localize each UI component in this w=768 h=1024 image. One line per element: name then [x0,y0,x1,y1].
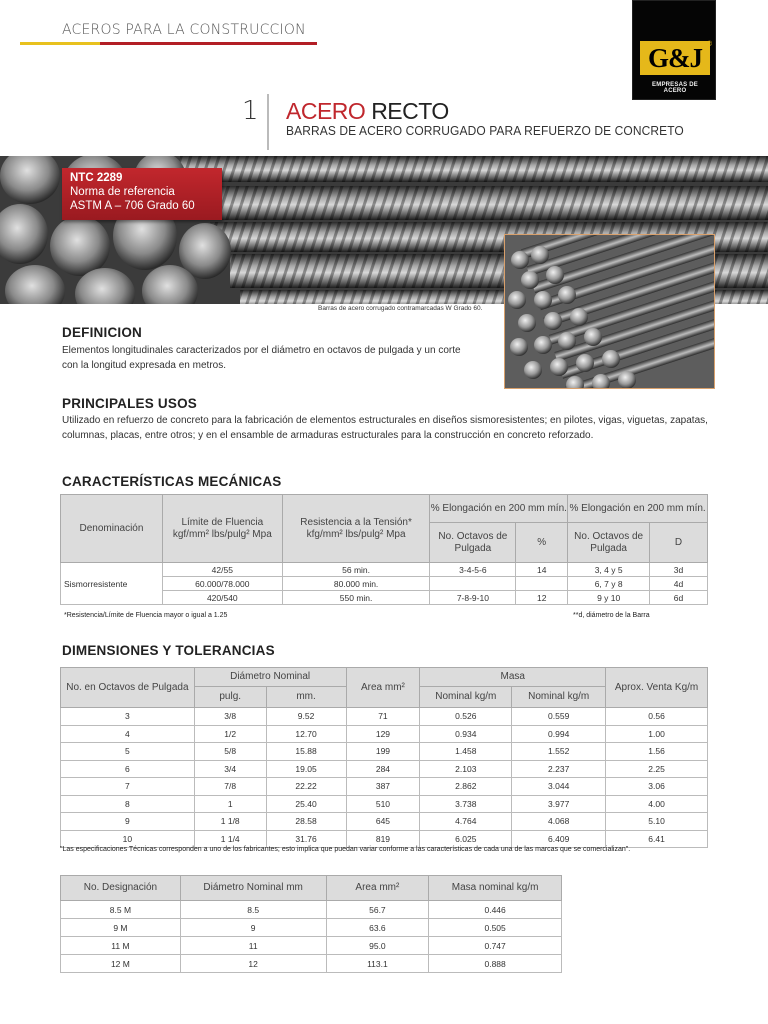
table-cell: 1.458 [420,743,512,761]
definicion-heading: DEFINICION [62,325,143,340]
denominacion-cell: Sismorresistente [61,563,163,605]
category-header [20,22,317,45]
usos-heading: PRINCIPALES USOS [62,396,197,411]
table-cell: 4.068 [512,813,606,831]
badge-standard: NTC 2289 [70,172,123,184]
table-cell: 9.52 [266,708,346,726]
usos-text: Utilizado en refuerzo de concreto para la fabricación de elementos estructurales en diseños sismoresistentes; en pilotes, vigas, viguetas, zapatas, columnas, placas, entre otros; y en el ensamble de armaduras estructurales para la construcción en concreto reforzado. [62,415,708,441]
page-title [286,98,449,125]
table-cell: 3.044 [512,778,606,796]
col-denominacion: Denominación [61,495,163,563]
table-cell: 11 [180,937,326,955]
table-cell: 4.764 [420,813,512,831]
table-cell: 4 [61,725,195,743]
table-cell: 0.56 [606,708,708,726]
table-cell: 3/4 [194,760,266,778]
table-cell: 14 [516,563,568,577]
standard-badge [62,168,222,220]
table-row [61,725,708,743]
table-row [61,813,708,831]
table-cell: 5 [61,743,195,761]
dimensiones-footnote: "Las especificaciones Técnicas corresponden a uno de los fabricantes; esto implica que puedan variar conforme a las características de cada una de las marcas que se comercializan". [60,846,631,853]
table-cell: 2.237 [512,760,606,778]
designation-table [60,875,562,973]
table-cell: 9 y 10 [568,591,650,605]
chapter-number: 1 [242,96,259,126]
table-cell: 12 [180,955,326,973]
table-cell: 11 M [61,937,181,955]
table-cell: 1.00 [606,725,708,743]
table-cell: 9 [180,919,326,937]
table-row [61,743,708,761]
col-percent: % [516,523,568,563]
table-cell: 3d [650,563,708,577]
col-d: D [650,523,708,563]
brand-logo [632,0,716,100]
col-elongacion-1: % Elongación en 200 mm mín. [430,495,568,523]
table-cell: 42/55 [162,563,282,577]
table-row [61,778,708,796]
table-cell: 2.862 [420,778,512,796]
logo-tagline: EMPRESAS DE ACERO [652,82,698,94]
designation-col-header: Area mm² [326,876,429,901]
designation-col-header: Masa nominal kg/m [429,876,562,901]
table-row [61,563,708,577]
table-cell: 420/540 [162,591,282,605]
table-cell: 3/8 [194,708,266,726]
col-venta: Aprox. Venta Kg/m [606,668,708,708]
photo-caption: Barras de acero corrugado contramarcadas W Grado 60. [318,305,483,312]
table-row [61,760,708,778]
registered-mark: ® [706,41,712,48]
table-cell: 0.559 [512,708,606,726]
col-masa: Masa [420,668,606,687]
table-cell: 0.505 [429,919,562,937]
table-cell: 12 M [61,955,181,973]
page-subtitle: BARRAS DE ACERO CORRUGADO PARA REFUERZO DE CONCRETO [286,124,684,138]
table-cell: 60.000/78.000 [162,577,282,591]
table-cell: 1 1/8 [194,813,266,831]
logo-mark: G&J [640,41,710,75]
table-cell: 71 [346,708,420,726]
table-cell: 1/2 [194,725,266,743]
table-cell: 0.526 [420,708,512,726]
table-cell: 3.977 [512,795,606,813]
footnote-resistencia: *Resistencia/Límite de Fluencia mayor o igual a 1.25 [64,612,228,619]
table-cell: 1.552 [512,743,606,761]
table-cell [430,577,516,591]
table-cell: 8.5 M [61,901,181,919]
col-octavos-1: No. Octavos de Pulgada [430,523,516,563]
table-cell: 15.88 [266,743,346,761]
table-cell: 0.747 [429,937,562,955]
table-cell: 3.06 [606,778,708,796]
dimensions-table [60,667,708,848]
mechanical-properties-table [60,494,708,605]
table-cell: 6.025 [420,830,512,848]
table-cell: 7-8-9-10 [430,591,516,605]
table-row [61,955,562,973]
table-cell: 80.000 min. [282,577,430,591]
table-cell [516,577,568,591]
category-label: ACEROS PARA LA CONSTRUCCION [62,22,306,38]
col-mm: mm. [266,687,346,708]
table-row [61,795,708,813]
col-octavos-2: No. Octavos de Pulgada [568,523,650,563]
table-cell: 3-4-5-6 [430,563,516,577]
table-row [61,937,562,955]
table-cell: 5/8 [194,743,266,761]
table-cell: 0.934 [420,725,512,743]
badge-reference-label: Norma de referencia [70,186,175,198]
col-area: Area mm² [346,668,420,708]
table-cell: 19.05 [266,760,346,778]
table-cell: 819 [346,830,420,848]
table-cell: 9 [61,813,195,831]
table-cell: 1 1/4 [194,830,266,848]
table-cell: 63.6 [326,919,429,937]
table-cell: 6d [650,591,708,605]
chapter-divider [267,94,269,150]
table-cell: 284 [346,760,420,778]
col-elongacion-2: % Elongación en 200 mm mín. [568,495,708,523]
table-cell: 95.0 [326,937,429,955]
footnote-diametro: **d, diámetro de la Barra [573,612,650,619]
table-cell: 12.70 [266,725,346,743]
table-row [61,708,708,726]
table-cell: 3 [61,708,195,726]
col-nominal-2: Nominal kg/m [512,687,606,708]
col-pulg: pulg. [194,687,266,708]
table-cell: 22.22 [266,778,346,796]
table-cell: 9 M [61,919,181,937]
table-cell: 550 min. [282,591,430,605]
table-cell: 6.41 [606,830,708,848]
rebar-bundle-photo [504,234,715,389]
table-cell: 31.76 [266,830,346,848]
table-cell: 3.738 [420,795,512,813]
col-fluencia: Límite de Fluencia kgf/mm² lbs/pulg² Mpa [162,495,282,563]
table-cell: 25.40 [266,795,346,813]
table-cell: 1 [194,795,266,813]
table-cell: 56.7 [326,901,429,919]
table-cell: 0.446 [429,901,562,919]
title-part-1: ACERO [286,98,366,124]
table-cell: 510 [346,795,420,813]
table-cell: 6, 7 y 8 [568,577,650,591]
col-nominal-1: Nominal kg/m [420,687,512,708]
table-cell: 6 [61,760,195,778]
dimensiones-heading: DIMENSIONES Y TOLERANCIAS [62,643,275,658]
table-row [61,901,562,919]
table-cell: 4.00 [606,795,708,813]
table-cell: 28.58 [266,813,346,831]
table-cell: 12 [516,591,568,605]
table-cell: 387 [346,778,420,796]
definicion-text: Elementos longitudinales caracterizados por el diámetro en octavos de pulgada y un corte con la longitud expresada en metros. [62,345,461,371]
table-cell: 2.103 [420,760,512,778]
table-cell: 199 [346,743,420,761]
col-octavos: No. en Octavos de Pulgada [61,668,195,708]
col-diametro: Diámetro Nominal [194,668,346,687]
table-cell: 7 [61,778,195,796]
table-cell: 2.25 [606,760,708,778]
category-underline [20,42,317,45]
title-part-2: RECTO [371,98,449,124]
designation-col-header: Diámetro Nominal mm [180,876,326,901]
table-cell: 7/8 [194,778,266,796]
table-cell: 0.888 [429,955,562,973]
badge-astm: ASTM A – 706 Grado 60 [70,200,195,212]
table-row [61,919,562,937]
table-cell: 5.10 [606,813,708,831]
table-cell: 0.994 [512,725,606,743]
mecanicas-heading: CARACTERÍSTICAS MECÁNICAS [62,474,282,489]
table-cell: 6.409 [512,830,606,848]
table-cell: 645 [346,813,420,831]
table-cell: 56 min. [282,563,430,577]
table-cell: 113.1 [326,955,429,973]
table-cell: 8.5 [180,901,326,919]
table-cell: 129 [346,725,420,743]
col-tension: Resistencia a la Tensión* kfg/mm² lbs/pulg² Mpa [282,495,430,563]
table-cell: 10 [61,830,195,848]
table-cell: 8 [61,795,195,813]
table-cell: 1.56 [606,743,708,761]
designation-col-header: No. Designación [61,876,181,901]
table-cell: 4d [650,577,708,591]
table-cell: 3, 4 y 5 [568,563,650,577]
